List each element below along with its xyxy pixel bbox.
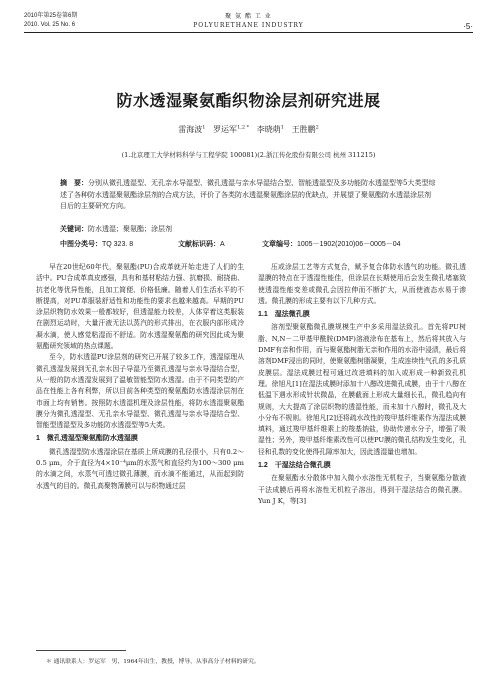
- article-number: [262, 239, 401, 249]
- doc-code-label: 文献标识码：: [178, 241, 220, 248]
- body-paragraph: 在聚氨酯水分散体中加入微小水溶性无机粒子，当聚氨酯分散液干法成膜后再将水溶性无机粒子溶出，得到干湿法结合的微孔膜。Yun J K，等[3]: [258, 474, 466, 505]
- affiliation: (1.北京理工大学材料科学与工程学院 100081)(2.浙江传化股份有限公司 杭州 311215): [121, 151, 376, 159]
- footnote-rule: [36, 650, 126, 651]
- body-paragraph: 早在20世纪60年代，聚氨酯(PU)合成革就开始走进了人们的生活中。PU合成革真皮感强，具有和基材粘结力强、抗磨损、耐挠曲、抗老化等优异性能，且加工简便、价格低廉。随着人们生活水平的不断提高，对PU革服装舒适性和功能性的要求也越来越高。早期的PU涂层织物防水效果一般都较好，但透湿能力较差，人体穿着这类服装在剧烈运动时，大量汗液无法以蒸汽的形式排出，在衣服内部形成冷凝水滴，使人感觉粘湿而不舒适。防水透湿聚氨酯的研究因此成为聚氨酯研究领域的热点课题。: [36, 263, 244, 351]
- author-name: 李晓萌: [256, 125, 281, 134]
- article-no-label: 文章编号：: [262, 241, 297, 248]
- author-name: 雷海波: [178, 125, 203, 134]
- author-affil-mark: 1,2 *: [237, 124, 250, 131]
- header-rule: [24, 32, 473, 33]
- author-list: [0, 124, 497, 135]
- abstract: [60, 178, 437, 213]
- left-column: [36, 262, 244, 492]
- page-number: ·5·: [463, 22, 473, 31]
- abstract-text: 分别从微孔透湿型、无孔亲水导湿型、微孔透湿与亲水导湿结合型、智能透湿型及多功能防水透湿型等5大类型综述了各种防水透湿聚氨酯涂层剂的合成方法，评价了各类防水透湿聚氨酯涂层的优缺点，并展望了聚氨酯防水透湿涂层剂目后的主要研究方向。: [60, 179, 436, 210]
- keywords-label: 关键词：: [60, 226, 88, 233]
- author-name: 王胜鹏: [291, 125, 316, 134]
- keywords: [60, 224, 172, 234]
- right-column: [258, 262, 466, 507]
- doc-code: [178, 239, 225, 249]
- journal-name-en: POLYURETHANE INDUSTRY: [193, 22, 304, 29]
- section-heading: 1.2 干湿法结合微孔膜: [258, 462, 331, 470]
- doc-code-value: A: [220, 241, 225, 248]
- journal-name-cn: 聚 氨 酯 工 业: [225, 13, 272, 20]
- author-affil-mark: 1: [280, 124, 284, 131]
- clc-value: TQ 323. 8: [102, 241, 134, 248]
- article-no-value: 1005－1902(2010)06－0005－04: [297, 241, 401, 248]
- clc-number: [60, 239, 133, 249]
- issue-cn: 2010年第25卷第6期: [24, 13, 78, 19]
- body-paragraph: 微孔透湿型防水透湿涂层在基质上所成膜的孔径很小，只有0.2～0.5 μm，介于直径为4×10⁻⁴μm的水蒸气和直径约为100～300 μm的水滴之间，水蒸气可透过微孔薄膜，而水滴不能通过，从而起到防水透气的目的。微孔高聚物薄膜可以与织物通过层: [36, 447, 244, 490]
- section-heading: 1.1 湿法微孔膜: [258, 311, 310, 319]
- body-paragraph: 至今，防水透湿PU涂层剂的研究已开展了较多工作，透湿原理从微孔透湿发展到无孔亲水因子导湿乃至微孔透湿与亲水导湿结合型，从一般的防水透湿发展到了温敏智能型防水透湿。由于不同类型的产品在性能上各有利弊，所以目前各种类型的聚氨酯防水透湿涂层剂在市面上均有销售。按照防水透湿机理及涂层性能，将防水透湿聚氨酯膜分为微孔透湿型、无孔亲水导湿型、微孔透湿与亲水导湿结合型、智能型透湿型及多功能防水透湿型等5大类。: [36, 353, 244, 430]
- abstract-label: 摘 要：: [60, 180, 88, 187]
- author-name: 罗运军: [213, 125, 238, 134]
- issue-en: 2010. Vol. 25 No. 6: [24, 22, 76, 28]
- body-paragraph: 压或涂层工艺等方式复合，赋予复合体防水透气的功能。微孔透湿膜的特点在于透湿性能佳，但涂层在长期使用后会发生微孔堵塞致使透湿性能变差或微孔会因拉伸而不断扩大，从而使液态水易于渗透。微孔膜的形成主要有以下几种方式。: [258, 263, 466, 305]
- section-heading: 1 微孔透湿型聚氨酯防水透湿膜: [36, 435, 138, 443]
- journal-name: [0, 12, 497, 30]
- clc-label: 中图分类号：: [60, 241, 102, 248]
- paper-title: 防水透湿聚氨酯织物涂层剂研究进展: [116, 91, 381, 110]
- author-affil-mark: 2: [315, 124, 319, 131]
- keywords-text: 防水透湿；聚氨酯；涂层剂: [88, 225, 172, 233]
- footnote: ＊ 通讯联系人：罗运军 男，1964年出生，教授，博导，从事高分子材料的研究。: [46, 659, 260, 665]
- author-affil-mark: 1: [202, 124, 206, 131]
- body-paragraph: 溶剂型聚氨酯微孔膜规模生产中多采用湿法致孔。首先将PU树脂、N,N－二甲基甲酰胺(DMF)溶液涂布在基布上，然后将其放入与DMF有亲和作用，而与聚氨酯树脂无亲和作用的水浴中浸渍，最后将溶剂DMF浸出的同时，使聚氨酯树脂凝聚，生成连续性气孔的多孔质皮膜层。湿法成膜过程可通过改进填料的加入或形成一种新致孔机理。徐旭凡[1]在湿法成膜时添加十八醇改进微孔成膜，由于十八醇在低温下遇水形成针状微晶，在膜截面上形成大量细长孔，微孔趋向有规则，大大提高了涂层织物的透湿性能，而未加十八醇时，微孔及大小分布不规则。徐旭凡[2]还将疏水改性的羧甲基纤维素作为湿法成膜填料，通过羧甲基纤维素上的羧基钠盐，协助传递水分子，增强了吸湿性；另外，羧甲基纤维素改性可以使PU膜的微孔结构发生变化，孔径和孔数的变化使得孔隙率加大，因此透湿量也增加。: [258, 323, 466, 456]
